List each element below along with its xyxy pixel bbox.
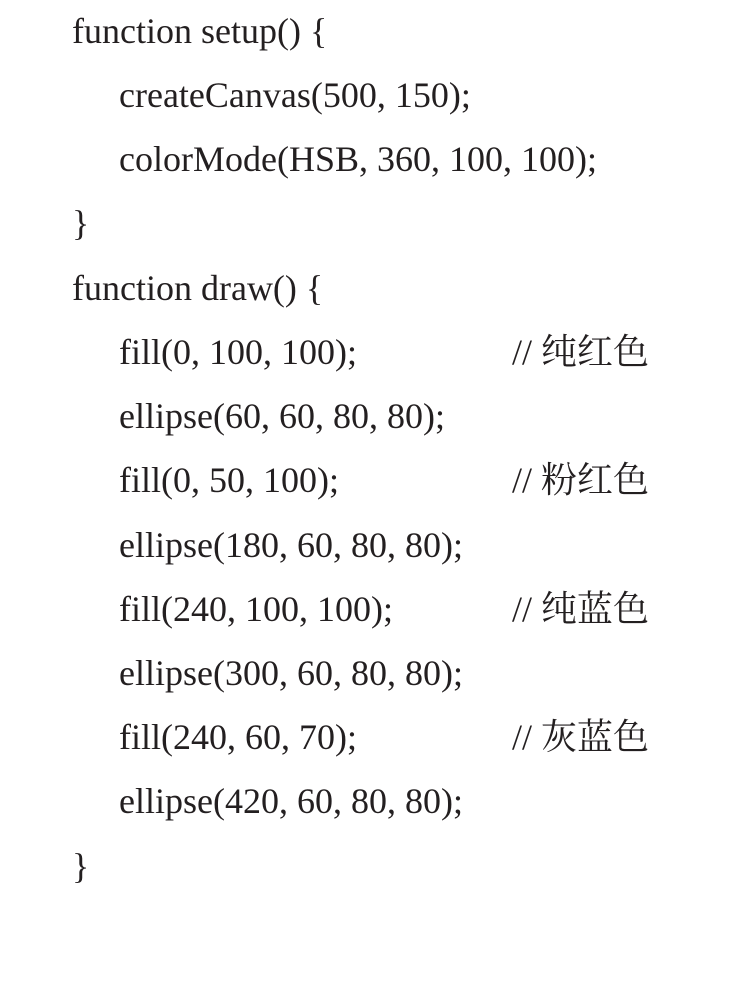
code-comment: // 灰蓝色 xyxy=(512,717,650,757)
code-text: ellipse(60, 60, 80, 80); xyxy=(119,396,445,436)
code-line-12 xyxy=(0,714,650,760)
code-text: ellipse(300, 60, 80, 80); xyxy=(119,653,463,693)
code-line-2 xyxy=(0,72,471,118)
code-comment: // 纯蓝色 xyxy=(512,589,650,629)
code-text: fill(240, 60, 70); xyxy=(119,717,357,757)
code-text: fill(0, 50, 100); xyxy=(119,460,339,500)
code-line-14 xyxy=(0,843,90,889)
code-text: ellipse(420, 60, 80, 80); xyxy=(119,781,463,821)
code-line-1 xyxy=(0,8,328,54)
code-line-7 xyxy=(0,393,445,439)
code-line-11 xyxy=(0,650,463,696)
code-line-8 xyxy=(0,457,650,503)
code-comment: // 纯红色 xyxy=(512,332,650,372)
code-text: fill(240, 100, 100); xyxy=(119,589,393,629)
code-line-13 xyxy=(0,778,463,824)
code-line-3 xyxy=(0,136,597,182)
code-line-4 xyxy=(0,200,90,246)
code-text: colorMode(HSB, 360, 100, 100); xyxy=(119,139,597,179)
code-text: function draw() { xyxy=(72,268,324,308)
code-text: createCanvas(500, 150); xyxy=(119,75,471,115)
code-text: } xyxy=(72,846,90,886)
code-text: fill(0, 100, 100); xyxy=(119,332,357,372)
code-comment: // 粉红色 xyxy=(512,460,650,500)
code-text: function setup() { xyxy=(72,11,328,51)
code-line-5 xyxy=(0,265,324,311)
code-text: ellipse(180, 60, 80, 80); xyxy=(119,525,463,565)
code-line-9 xyxy=(0,522,463,568)
code-line-10 xyxy=(0,586,650,632)
code-text: } xyxy=(72,203,90,243)
code-line-6 xyxy=(0,329,650,375)
